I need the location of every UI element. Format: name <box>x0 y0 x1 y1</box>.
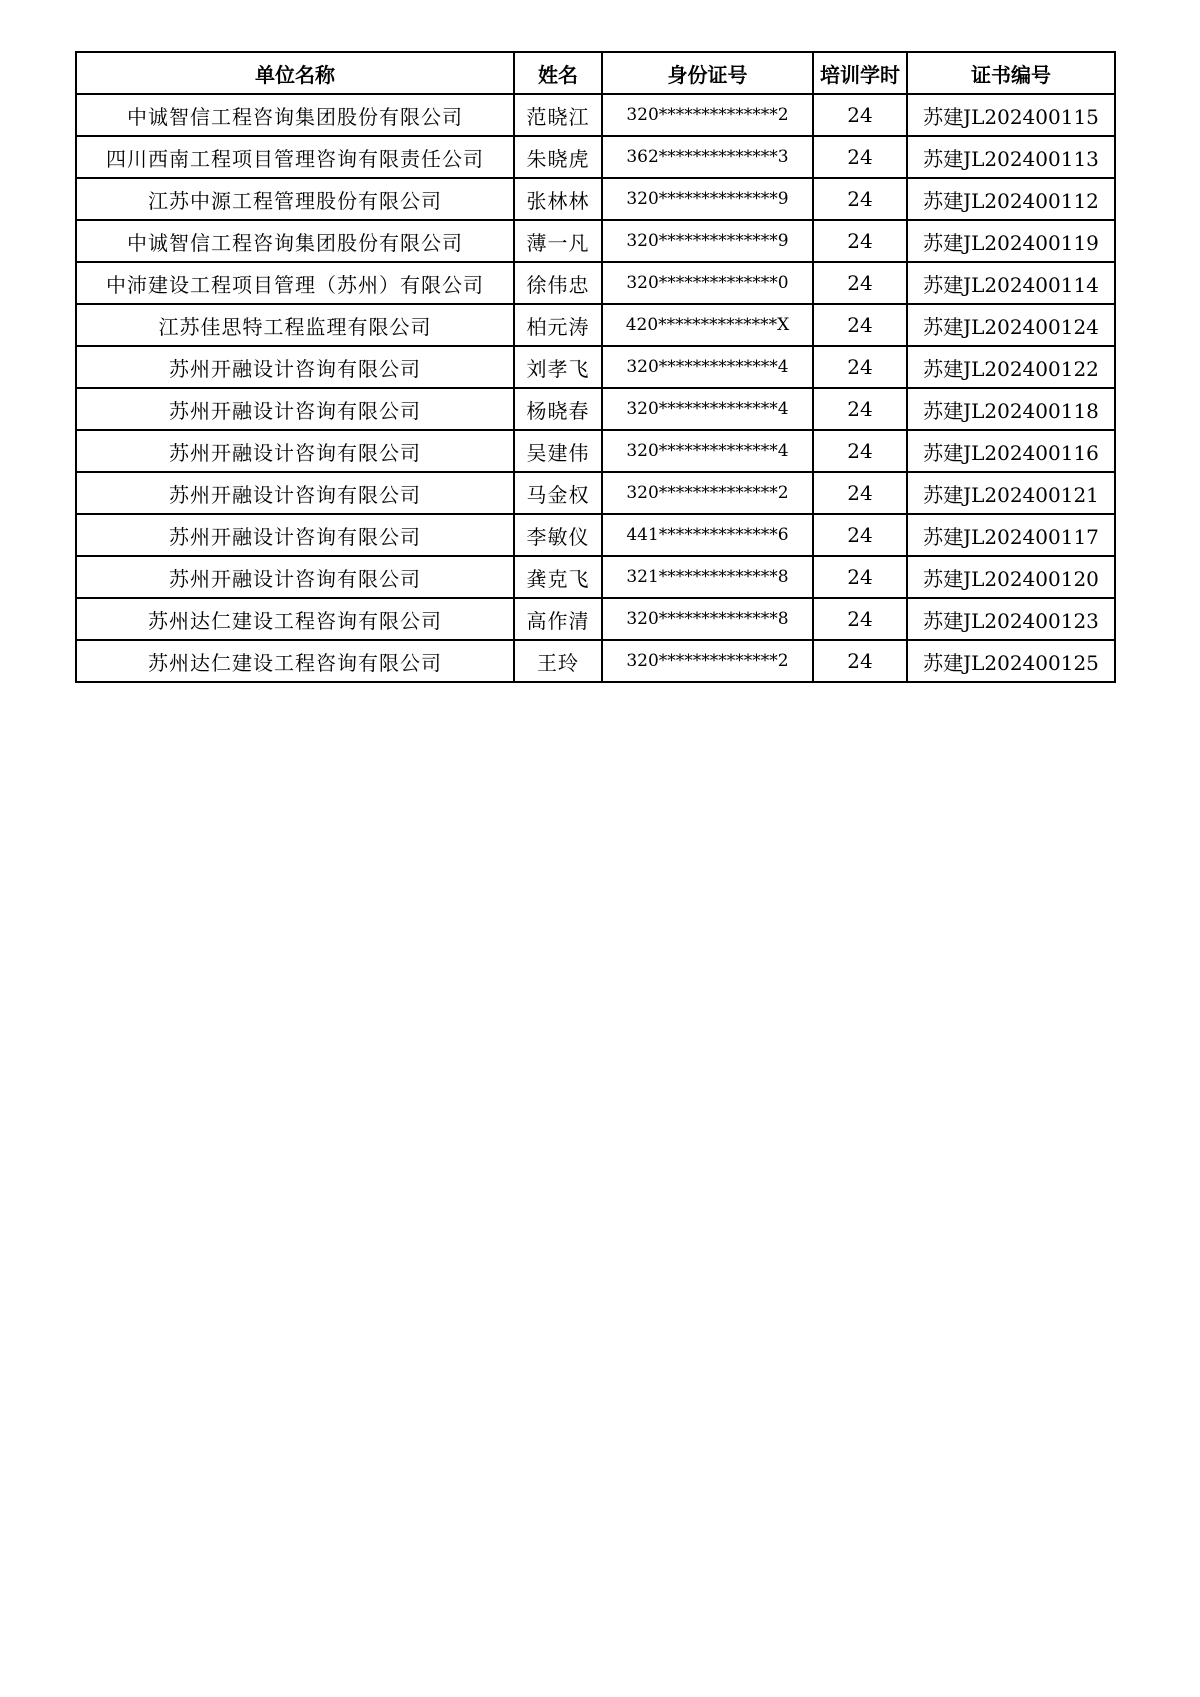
id-number-cell: 320**************4 <box>602 430 813 472</box>
id-number-cell: 320**************4 <box>602 346 813 388</box>
unit-name-cell: 苏州开融设计咨询有限公司 <box>76 556 514 598</box>
table-row <box>76 220 1115 262</box>
certificate-number-cell: 苏建JL202400115 <box>907 94 1115 136</box>
table-row <box>76 262 1115 304</box>
training-hours-cell: 24 <box>813 598 907 640</box>
id-number-cell: 320**************9 <box>602 220 813 262</box>
unit-name-cell: 江苏佳思特工程监理有限公司 <box>76 304 514 346</box>
unit-name-cell: 中诚智信工程咨询集团股份有限公司 <box>76 94 514 136</box>
id-number-cell: 320**************2 <box>602 472 813 514</box>
unit-name-cell: 四川西南工程项目管理咨询有限责任公司 <box>76 136 514 178</box>
certificate-number-cell: 苏建JL202400121 <box>907 472 1115 514</box>
person-name-cell: 范晓江 <box>514 94 602 136</box>
person-name-cell: 王玲 <box>514 640 602 682</box>
certificate-number-cell: 苏建JL202400122 <box>907 346 1115 388</box>
table-row <box>76 514 1115 556</box>
person-name-cell: 朱晓虎 <box>514 136 602 178</box>
table-row <box>76 346 1115 388</box>
id-number-cell: 441**************6 <box>602 514 813 556</box>
table-header <box>76 52 1115 94</box>
certificate-number-cell: 苏建JL202400112 <box>907 178 1115 220</box>
certificate-number-cell: 苏建JL202400118 <box>907 388 1115 430</box>
person-name-cell: 马金权 <box>514 472 602 514</box>
table-row <box>76 304 1115 346</box>
person-name-cell: 张林林 <box>514 178 602 220</box>
certificate-number-cell: 苏建JL202400116 <box>907 430 1115 472</box>
header-person-name: 姓名 <box>514 52 602 94</box>
id-number-cell: 320**************0 <box>602 262 813 304</box>
training-hours-cell: 24 <box>813 94 907 136</box>
header-certificate-number: 证书编号 <box>907 52 1115 94</box>
certificate-number-cell: 苏建JL202400124 <box>907 304 1115 346</box>
unit-name-cell: 苏州达仁建设工程咨询有限公司 <box>76 598 514 640</box>
unit-name-cell: 苏州开融设计咨询有限公司 <box>76 346 514 388</box>
training-hours-cell: 24 <box>813 556 907 598</box>
table-row <box>76 430 1115 472</box>
training-hours-cell: 24 <box>813 472 907 514</box>
training-hours-cell: 24 <box>813 220 907 262</box>
person-name-cell: 吴建伟 <box>514 430 602 472</box>
unit-name-cell: 苏州开融设计咨询有限公司 <box>76 472 514 514</box>
id-number-cell: 321**************8 <box>602 556 813 598</box>
certificate-number-cell: 苏建JL202400113 <box>907 136 1115 178</box>
training-hours-cell: 24 <box>813 640 907 682</box>
table-row <box>76 640 1115 682</box>
id-number-cell: 362**************3 <box>602 136 813 178</box>
training-hours-cell: 24 <box>813 388 907 430</box>
table-row <box>76 556 1115 598</box>
person-name-cell: 杨晓春 <box>514 388 602 430</box>
certificate-number-cell: 苏建JL202400125 <box>907 640 1115 682</box>
id-number-cell: 320**************9 <box>602 178 813 220</box>
unit-name-cell: 中诚智信工程咨询集团股份有限公司 <box>76 220 514 262</box>
unit-name-cell: 中沛建设工程项目管理（苏州）有限公司 <box>76 262 514 304</box>
person-name-cell: 龚克飞 <box>514 556 602 598</box>
header-training-hours: 培训学时 <box>813 52 907 94</box>
certificate-table <box>75 51 1116 683</box>
id-number-cell: 320**************4 <box>602 388 813 430</box>
certificate-number-cell: 苏建JL202400123 <box>907 598 1115 640</box>
header-id-number: 身份证号 <box>602 52 813 94</box>
certificate-number-cell: 苏建JL202400117 <box>907 514 1115 556</box>
unit-name-cell: 苏州达仁建设工程咨询有限公司 <box>76 640 514 682</box>
table-row <box>76 94 1115 136</box>
training-hours-cell: 24 <box>813 304 907 346</box>
person-name-cell: 高作清 <box>514 598 602 640</box>
training-certificate-table-sheet <box>75 51 1114 683</box>
table-body <box>76 94 1115 682</box>
training-hours-cell: 24 <box>813 430 907 472</box>
certificate-number-cell: 苏建JL202400114 <box>907 262 1115 304</box>
unit-name-cell: 苏州开融设计咨询有限公司 <box>76 388 514 430</box>
table-row <box>76 136 1115 178</box>
person-name-cell: 柏元涛 <box>514 304 602 346</box>
id-number-cell: 320**************8 <box>602 598 813 640</box>
person-name-cell: 徐伟忠 <box>514 262 602 304</box>
header-row <box>76 52 1115 94</box>
table-row <box>76 598 1115 640</box>
table-row <box>76 472 1115 514</box>
id-number-cell: 320**************2 <box>602 640 813 682</box>
training-hours-cell: 24 <box>813 346 907 388</box>
training-hours-cell: 24 <box>813 262 907 304</box>
training-hours-cell: 24 <box>813 136 907 178</box>
person-name-cell: 薄一凡 <box>514 220 602 262</box>
person-name-cell: 李敏仪 <box>514 514 602 556</box>
header-unit-name: 单位名称 <box>76 52 514 94</box>
id-number-cell: 420**************X <box>602 304 813 346</box>
table-row <box>76 388 1115 430</box>
training-hours-cell: 24 <box>813 178 907 220</box>
certificate-number-cell: 苏建JL202400119 <box>907 220 1115 262</box>
training-hours-cell: 24 <box>813 514 907 556</box>
certificate-number-cell: 苏建JL202400120 <box>907 556 1115 598</box>
unit-name-cell: 江苏中源工程管理股份有限公司 <box>76 178 514 220</box>
person-name-cell: 刘孝飞 <box>514 346 602 388</box>
id-number-cell: 320**************2 <box>602 94 813 136</box>
unit-name-cell: 苏州开融设计咨询有限公司 <box>76 514 514 556</box>
table-row <box>76 178 1115 220</box>
unit-name-cell: 苏州开融设计咨询有限公司 <box>76 430 514 472</box>
